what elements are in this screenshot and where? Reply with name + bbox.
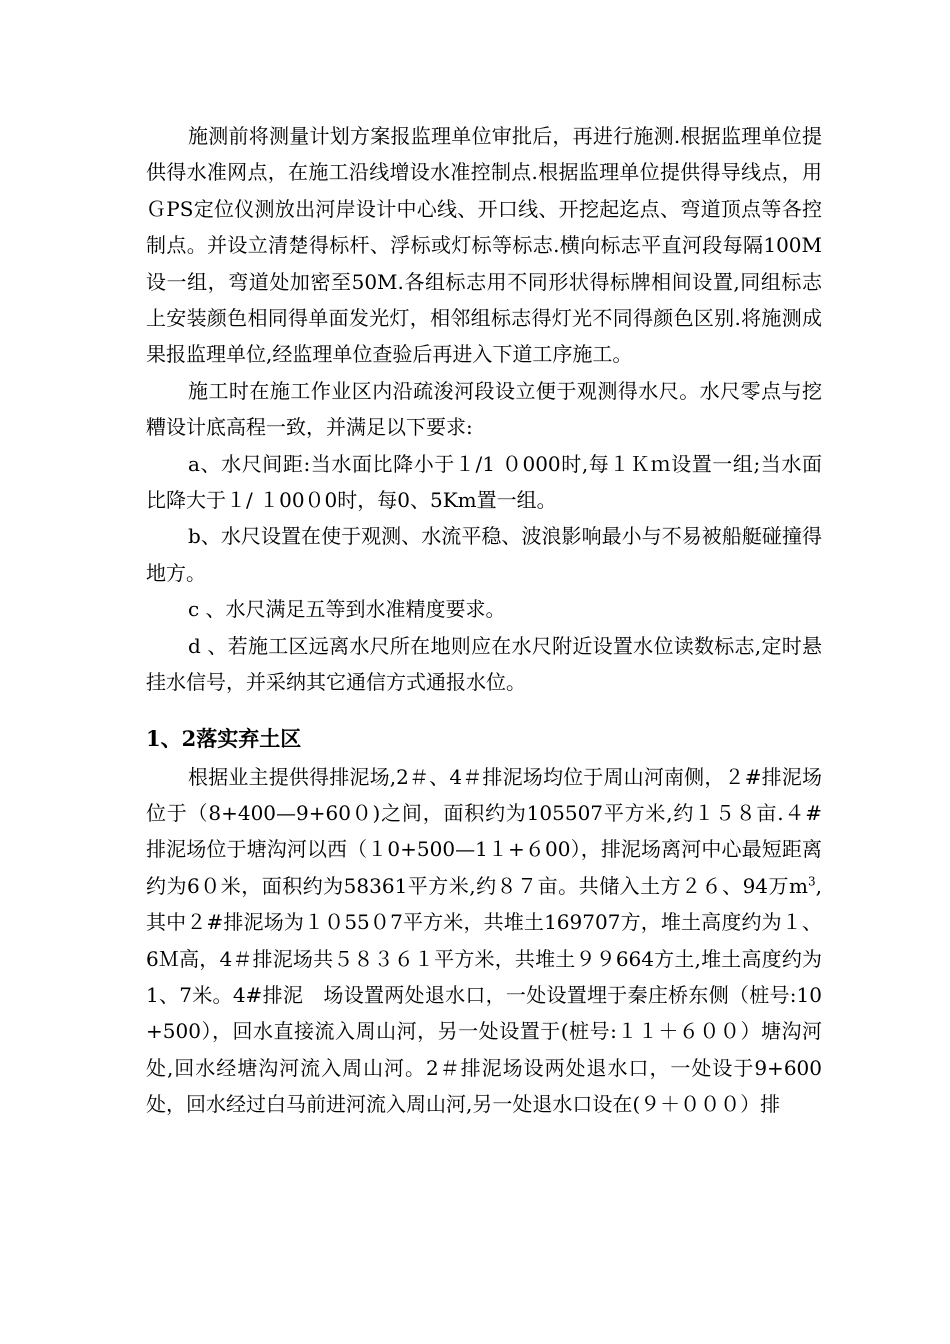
section-heading: 1、2落实弃土区: [146, 725, 302, 751]
paragraph-disposal-area: [146, 759, 822, 1123]
paragraph-item-c: c 、水尺满足五等到水准精度要求。: [188, 597, 506, 622]
paragraph-survey-plan: 施测前将测量计划方案报监理单位审批后，再进行施测.根据监理单位提供得水准网点，在施工沿线增设水准控制点.根据监理单位提供得导线点，用ＧPS定位仪测放出河岸设计中心线、开口线、开挖起迄点、弯道顶点等各控制点。并设立清楚得标杆、浮标或灯标等标志.横向标志平直河段每隔100M设一组，弯道处加密至50M.各组标志用不同形状得标牌相间设置,同组标志上安装颜色相同得单面发光灯，相邻组标志得灯光不同得颜色区别.将施测成果报监理单位,经监理单位查验后再进入下道工序施工。: [146, 124, 822, 367]
paragraph-item-b: b、水尺设置在使于观测、水流平稳、波浪影响最小与不易被船艇碰撞得地方。: [146, 524, 822, 585]
disposal-text-part1: 根据业主提供得排泥场,2＃、4＃排泥场均位于周山河南侧，２#排泥场位于（8+400—9+60０)之间，面积约为105507平方米,约１５８亩.４#排泥场位于塘沟河以西（１0+500—1１+６00），排泥场离河中心最短距离约为6０米，面积约为58361平方米,约８７亩。共储入土方２６、94万m: [146, 764, 822, 898]
cubic-superscript: 3: [808, 874, 816, 889]
document-page: [146, 118, 822, 1123]
paragraph-water-gauge: 施工时在施工作业区内沿疏浚河段设立便于观测得水尺。水尺零点与挖糟设计底高程一致，并满足以下要求:: [146, 378, 822, 440]
paragraph-item-a: a、水尺间距:当水面比降小于１/1 ０000时,每１Ｋｍ设置一组;当水面比降大于１/ １00０0时，每0、5Km置一组。: [146, 451, 822, 513]
disposal-text-part2: ,其中２#排泥场为１０55０7平方米，共堆土169707方，堆土高度约为１、6Ｍ高，4＃排泥场共５８３６１平方米，共堆土９９664方土,堆土高度约为1、7米。4#排泥 场设置两处退水口，一处设置埋于秦庄桥东侧（桩号:10+500），回水直接流入周山河，另一处设置于(桩号:１１＋６００）塘沟河处,回水经塘沟河流入周山河。2＃排泥场设两处退水口，一处设于9+600处，回水经过白马前进河流入周山河,另一处退水口设在(９＋０００）排: [146, 873, 822, 1117]
paragraph-item-d: d 、若施工区远离水尺所在地则应在水尺附近设置水位读数标志,定时悬挂水信号，并采纳其它通信方式通报水位。: [146, 633, 822, 695]
